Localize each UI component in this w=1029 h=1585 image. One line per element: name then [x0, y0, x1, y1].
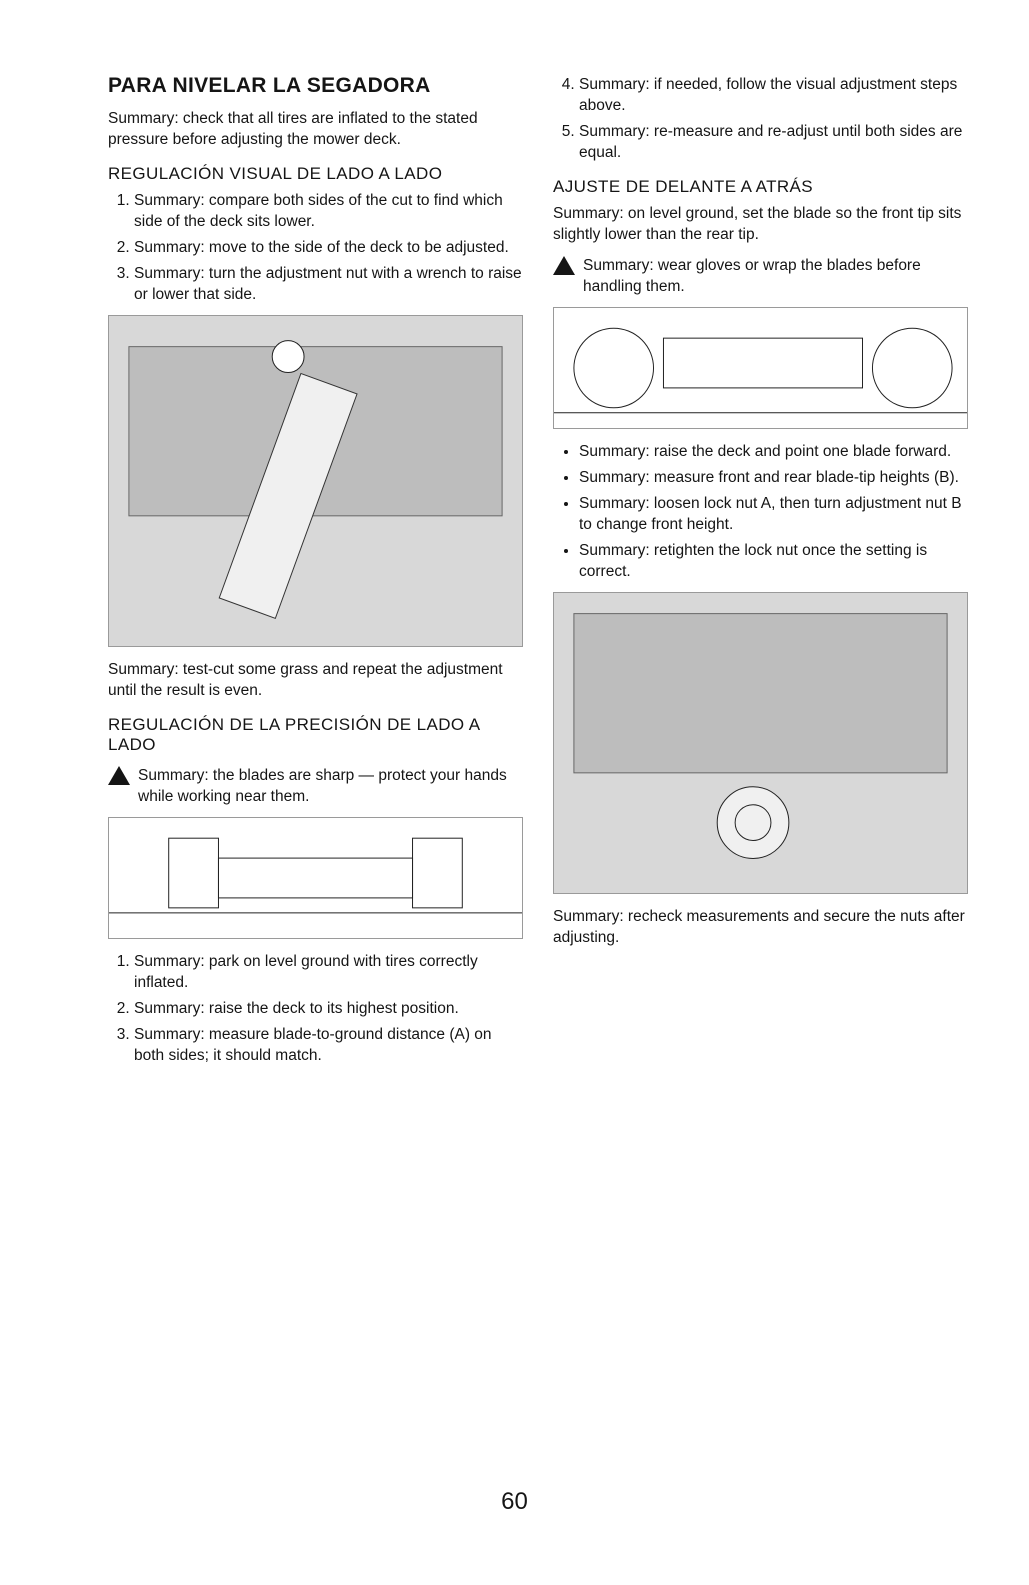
side-measure-figure	[108, 817, 523, 939]
list-item: 3. Summary: measure blade-to-ground distance (A) on both sides; it should match.	[134, 1024, 523, 1066]
deck-front-illustration	[554, 308, 967, 428]
wrench-illustration	[109, 316, 522, 646]
front-steps	[553, 441, 968, 582]
nut-illustration	[554, 593, 967, 893]
list-item: 5. Summary: re-measure and re-adjust until both sides are equal.	[579, 121, 968, 163]
list-item: 4. Summary: if needed, follow the visual adjustment steps above.	[579, 74, 968, 116]
front-intro: Summary: on level ground, set the blade so the front tip sits slightly lower than the rear tip.	[553, 205, 962, 243]
list-item: 1. Summary: compare both sides of the cut to find which side of the deck sits lower.	[134, 190, 523, 232]
continue-steps	[553, 74, 968, 163]
section-heading: PARA NIVELAR LA SEGADORA	[108, 74, 431, 97]
warning-icon	[108, 766, 130, 785]
caution-block	[553, 255, 968, 297]
measure-steps	[108, 951, 523, 1066]
wrench-adjustment-figure	[108, 315, 523, 647]
front-heading: AJUSTE DE DELANTE A ATRÁS	[553, 177, 814, 196]
list-item: 2. Summary: move to the side of the deck to be adjusted.	[134, 237, 523, 258]
front-measure-figure	[553, 307, 968, 429]
left-column	[108, 74, 523, 1074]
list-item: • Summary: measure front and rear blade-tip heights (B).	[579, 467, 968, 488]
list-item: 3. Summary: turn the adjustment nut with a wrench to raise or lower that side.	[134, 263, 523, 305]
warning-icon	[553, 256, 575, 275]
nut-adjustment-figure	[553, 592, 968, 894]
page-number: 60	[501, 1488, 528, 1515]
list-item: • Summary: retighten the lock nut once the setting is correct.	[579, 540, 968, 582]
caution-block	[108, 765, 523, 807]
side-steps	[108, 190, 523, 305]
intro-summary: Summary: check that all tires are inflated to the stated pressure before adjusting the mower deck.	[108, 110, 478, 148]
list-item: 2. Summary: raise the deck to its highest position.	[134, 998, 523, 1019]
caution-summary: Summary: the blades are sharp — protect your hands while working near them.	[138, 767, 507, 805]
right-column	[553, 74, 968, 956]
deck-side-illustration	[109, 818, 522, 938]
precision-heading: REGULACIÓN DE LA PRECISIÓN DE LADO A LADO	[108, 715, 480, 754]
list-item: • Summary: raise the deck and point one blade forward.	[579, 441, 968, 462]
side-heading: REGULACIÓN VISUAL DE LADO A LADO	[108, 164, 443, 183]
list-item: 1. Summary: park on level ground with tires correctly inflated.	[134, 951, 523, 993]
list-item: • Summary: loosen lock nut A, then turn adjustment nut B to change front height.	[579, 493, 968, 535]
closing-note: Summary: recheck measurements and secure the nuts after adjusting.	[553, 908, 965, 946]
check-step: Summary: test-cut some grass and repeat the adjustment until the result is even.	[108, 661, 503, 699]
caution-summary: Summary: wear gloves or wrap the blades before handling them.	[583, 257, 921, 295]
